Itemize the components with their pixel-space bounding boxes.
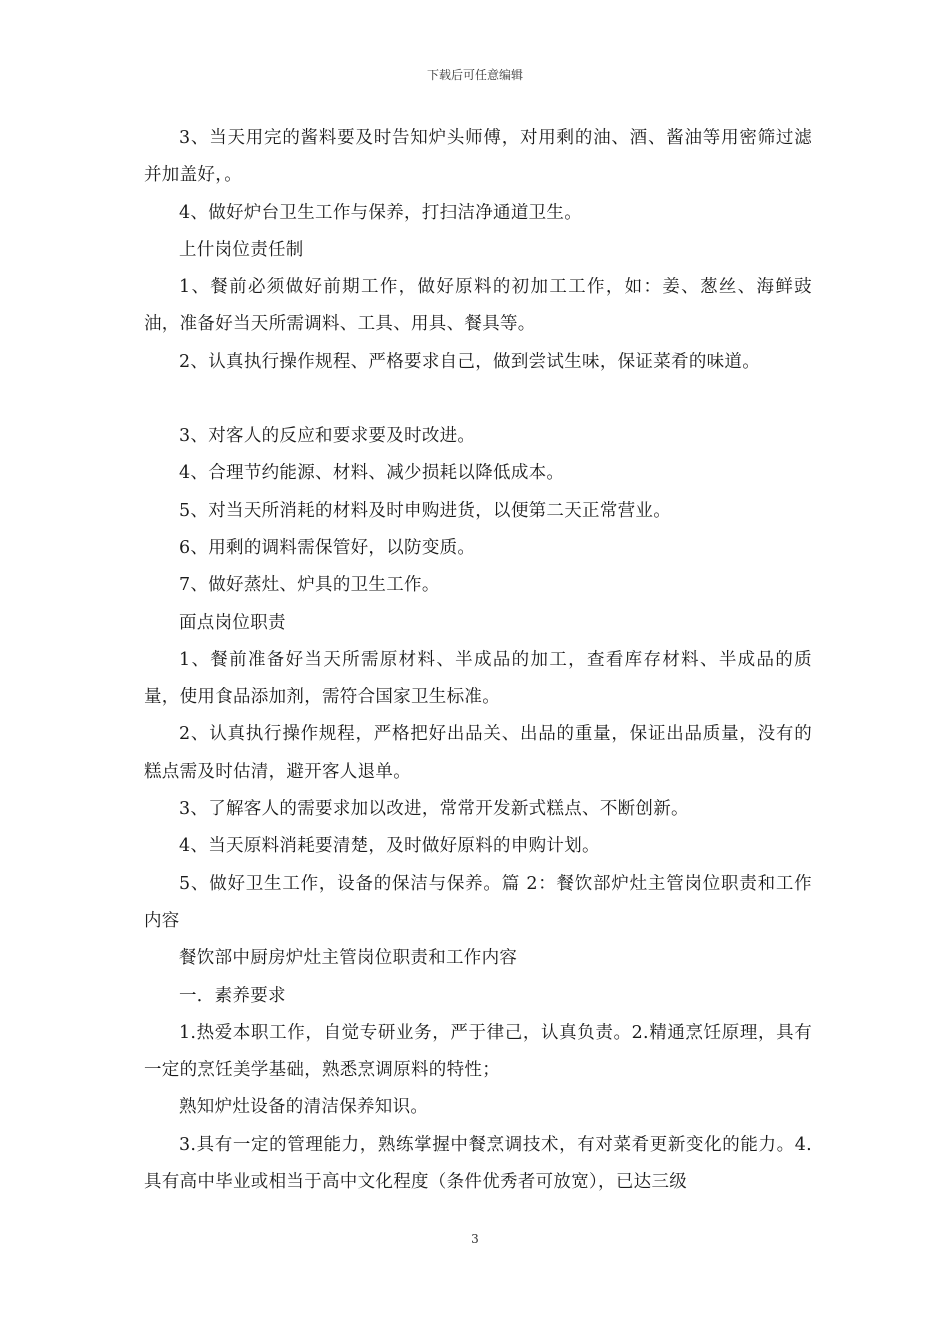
section-heading: 上什岗位责任制 [179, 239, 304, 260]
paragraph: 1、餐前准备好当天所需原材料、半成品的加工，查看库存材料、半成品的质量，使用食品添加剂，需符合国家卫生标准。 [144, 649, 812, 708]
paragraph: 4、当天原料消耗要清楚，及时做好原料的申购计划。 [179, 836, 600, 857]
section-heading: 一．素养要求 [179, 985, 286, 1006]
section-heading: 面点岗位职责 [179, 612, 286, 633]
paragraph: 4、做好炉台卫生工作与保养，打扫洁净通道卫生。 [179, 202, 583, 223]
paragraph: 6、用剩的调料需保管好，以防变质。 [179, 537, 476, 558]
paragraph: 4、合理节约能源、材料、减少损耗以降低成本。 [179, 463, 565, 484]
section-heading: 餐饮部中厨房炉灶主管岗位职责和工作内容 [179, 948, 518, 969]
paragraph: 3、当天用完的酱料要及时告知炉头师傅，对用剩的油、酒、酱油等用密筛过滤并加盖好，。 [144, 128, 812, 186]
page-number: 3 [471, 1232, 479, 1246]
paragraph: 熟知炉灶设备的清洁保养知识。 [179, 1097, 429, 1118]
paragraph: 3、了解客人的需要求加以改进，常常开发新式糕点、不断创新。 [179, 799, 689, 820]
paragraph: 3.具有一定的管理能力，熟练掌握中餐烹调技术，有对菜肴更新变化的能力。4.具有高中毕业或相当于高中文化程度（条件优秀者可放宽），已达三级 [144, 1134, 812, 1193]
paragraph: 5、对当天所消耗的材料及时申购进货，以便第二天正常营业。 [179, 500, 672, 521]
paragraph: 5、做好卫生工作，设备的保洁与保养。篇 2：餐饮部炉灶主管岗位职责和工作内容 [144, 873, 812, 931]
paragraph: 1、餐前必须做好前期工作，做好原料的初加工工作，如：姜、葱丝、海鲜豉油，准备好当天所需调料、工具、用具、餐具等。 [144, 277, 812, 335]
page-header: 下载后可任意编辑 [426, 68, 523, 82]
document-body [144, 120, 812, 1201]
paragraph: 7、做好蒸灶、炉具的卫生工作。 [179, 575, 440, 596]
blank-line [144, 381, 812, 418]
paragraph: 2、认真执行操作规程、严格要求自己，做到尝试生味，保证菜肴的味道。 [179, 351, 761, 372]
paragraph: 1.热爱本职工作，自觉专研业务，严于律己，认真负责。2.精通烹饪原理，具有一定的烹饪美学基础，熟悉烹调原料的特性； [144, 1022, 812, 1081]
paragraph: 3、对客人的反应和要求要及时改进。 [179, 426, 476, 447]
paragraph: 2、认真执行操作规程，严格把好出品关、出品的重量，保证出品质量，没有的糕点需及时估清，避开客人退单。 [144, 724, 812, 782]
